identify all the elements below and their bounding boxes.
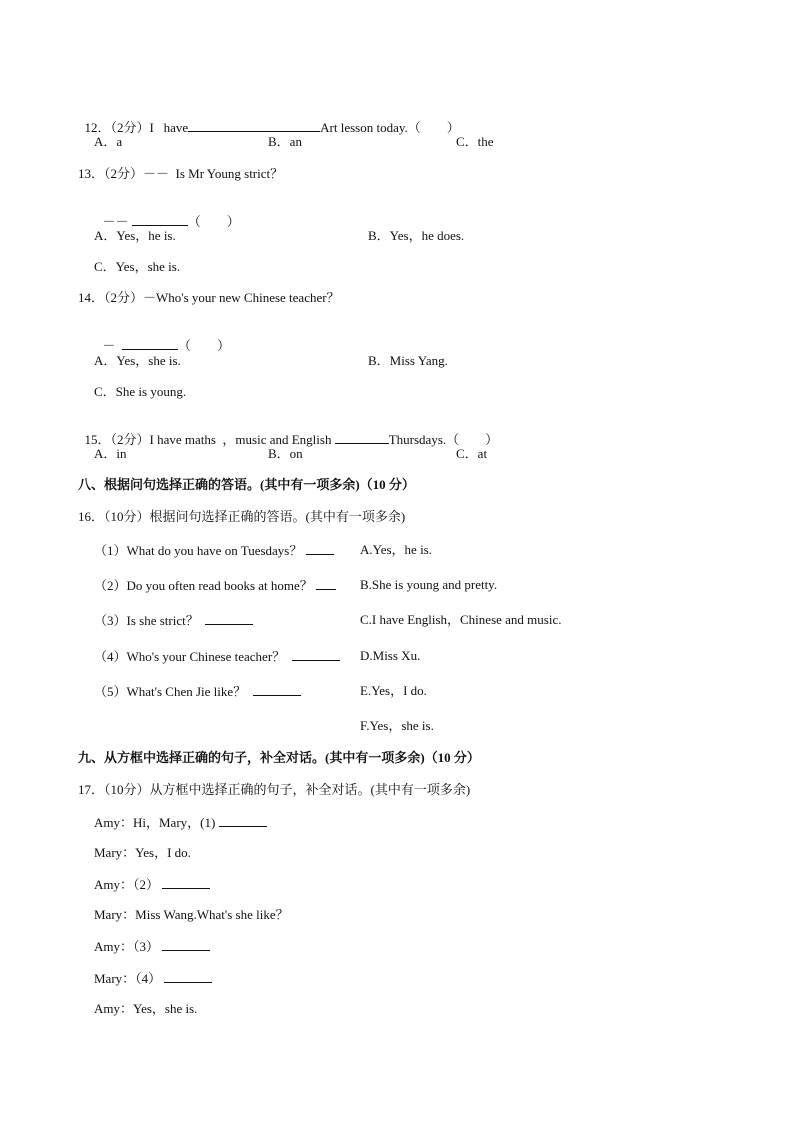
q14-paren: （ ） (178, 338, 231, 353)
dialogue-line-6: Mary：（4） (94, 970, 212, 987)
q13-blank[interactable] (132, 213, 188, 226)
q15-stem (78, 415, 498, 448)
dialogue-line-3: Amy：（2） (94, 876, 210, 893)
q16-question-4: （4）Who's your Chinese teacher？ (94, 648, 340, 665)
q12-option-b[interactable]: B．an (268, 134, 302, 149)
dialogue-blank-3[interactable] (162, 938, 210, 951)
q12-blank[interactable] (188, 119, 320, 132)
dialogue-line-2: Mary：Yes，I do. (94, 845, 191, 860)
q12-stem-post: Art lesson today.（ ） (320, 120, 460, 135)
q13-stem: 13．（2分）－－ Is Mr Young strict？ (78, 166, 284, 181)
q16-question-1: （1）What do you have on Tuesdays？ (94, 542, 334, 559)
q12-stem-pre: 12．（2分）I have (84, 120, 189, 135)
q15-stem-pre: 15．（2分）I have maths ，music and English (84, 432, 332, 447)
q16-answer-a: A.Yes，he is. (360, 542, 432, 557)
q15-option-b[interactable]: B．on (268, 446, 303, 461)
q16-answer-b: B.She is young and pretty. (360, 577, 498, 592)
q13-option-a[interactable]: A．Yes，he is. (94, 228, 176, 243)
q15-option-a[interactable]: A．in (94, 446, 127, 461)
q16-blank-4[interactable] (292, 648, 340, 661)
q16-blank-1[interactable] (306, 542, 334, 555)
dialogue-line-4: Mary：Miss Wang.What's she like？ (94, 907, 289, 922)
q16-blank-2[interactable] (316, 577, 336, 590)
q16-blank-5[interactable] (253, 683, 301, 696)
q13-option-b[interactable]: B．Yes，he does. (368, 228, 465, 243)
dialogue-line-1: Amy：Hi，Mary，(1) (94, 814, 267, 831)
q14-option-b[interactable]: B．Miss Yang. (368, 353, 448, 368)
q16-answer-f: F.Yes，she is. (360, 718, 434, 733)
q14-answer-line (96, 321, 230, 354)
q13-dash: －－ (102, 214, 129, 229)
q15-option-c[interactable]: C．at (456, 446, 488, 461)
q14-option-a[interactable]: A．Yes，she is. (94, 353, 181, 368)
q16-answer-c: C.I have English，Chinese and music. (360, 612, 562, 627)
section8-heading: 八、根据问句选择正确的答语。(其中有一项多余)（10 分） (78, 477, 415, 492)
q15-stem-post: Thursdays.（ ） (388, 432, 499, 447)
q16-question-5: （5）What's Chen Jie like？ (94, 683, 301, 700)
q17-stem: 17．（10分）从方框中选择正确的句子，补全对话。(其中有一项多余) (78, 782, 471, 797)
q13-answer-line (96, 197, 240, 230)
q14-dash: － (102, 338, 116, 353)
dialogue-line-7: Amy：Yes，she is. (94, 1001, 198, 1016)
q14-option-c[interactable]: C．She is young. (94, 384, 187, 399)
section9-heading: 九、从方框中选择正确的句子，补全对话。(其中有一项多余)（10 分） (78, 750, 480, 765)
dialogue-line-5: Amy：（3） (94, 938, 210, 955)
q16-answer-e: E.Yes，I do. (360, 683, 427, 698)
q13-paren: （ ） (187, 214, 240, 229)
q16-answer-d: D.Miss Xu. (360, 648, 421, 663)
q15-blank[interactable] (335, 431, 389, 444)
q16-question-3: （3）Is she strict？ (94, 612, 253, 629)
q16-question-2: （2）Do you often read books at home？ (94, 577, 336, 594)
q14-blank[interactable] (122, 337, 178, 350)
q12-option-a[interactable]: A．a (94, 134, 123, 149)
q12-stem (78, 103, 460, 136)
q16-stem: 16．（10分）根据问句选择正确的答语。(其中有一项多余) (78, 509, 406, 524)
dialogue-blank-1[interactable] (219, 814, 267, 827)
dialogue-blank-2[interactable] (162, 876, 210, 889)
dialogue-blank-4[interactable] (164, 970, 212, 983)
q13-option-c[interactable]: C．Yes，she is. (94, 259, 181, 274)
q16-blank-3[interactable] (205, 612, 253, 625)
q12-option-c[interactable]: C．the (456, 134, 494, 149)
q14-stem: 14．（2分）－Who's your new Chinese teacher？ (78, 290, 340, 305)
